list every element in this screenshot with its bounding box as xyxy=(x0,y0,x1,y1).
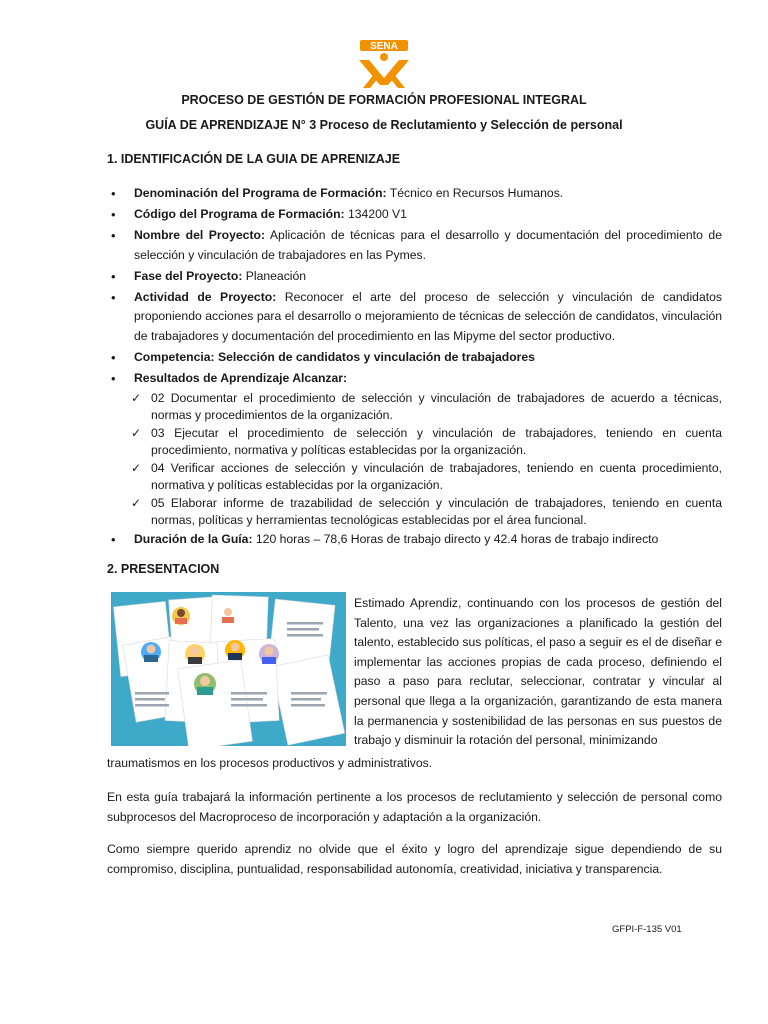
list-item: • Competencia: Selección de candidatos y vinculación de trabajadores xyxy=(107,348,722,368)
list-item: • Nombre del Proyecto: Aplicación de técnicas para el desarrollo y documentación del procedimiento de selección y vinculación de trabajadores en las Pymes. xyxy=(107,226,722,265)
section2-heading: 2. PRESENTACION xyxy=(107,562,220,576)
document-subtitle: GUÍA DE APRENDIZAJE N° 3 Proceso de Reclutamiento y Selección de personal xyxy=(145,118,623,132)
result-item: ✓ 05 Elaborar informe de trazabilidad de selección y vinculación de trabajadores, teniendo en cuenta normas, políticas y herramientas tecnológicas establecidas por el área funcional. xyxy=(125,495,722,529)
list-item: • Denominación del Programa de Formación: Técnico en Recursos Humanos. xyxy=(107,184,722,204)
presentation-intro: Estimado Aprendiz, continuando con los procesos de gestión del Talento, una vez las organizaciones a planificado la gestión del talento, establecido sus políticas, el paso a seguir es el de diseñar e implementar las acciones propias de cada proceso, definiendo el paso a paso para reclutar, seleccionar, contratar y vincular al personal que llega a la organización, garantizando de esta manera la permanencia y sostenibilidad de las personas en sus puestos de trabajo y disminuir la rotación del personal, minimizando xyxy=(354,596,722,748)
result-item: ✓ 03 Ejecutar el procedimiento de selección y vinculación de trabajadores, teniendo en cuenta procedimiento, normativa y políticas establecidas por la organización. xyxy=(125,425,722,459)
presentation-paragraph-3: Como siempre querido aprendiz no olvide que el éxito y logro del aprendizaje sigue dependiendo de su compromiso, disciplina, puntualidad, responsabilidad autonomía, creatividad, iniciativa y transparencia. xyxy=(107,842,722,876)
document-code: GFPI-F-135 V01 xyxy=(612,924,682,935)
list-item: • Resultados de Aprendizaje Alcanzar: xyxy=(107,369,722,389)
list-item: • Duración de la Guía: 120 horas – 78,6 Horas de trabajo directo y 42.4 horas de trabajo indirecto xyxy=(107,530,722,550)
logo-text: SENA xyxy=(370,41,398,52)
document-title: PROCESO DE GESTIÓN DE FORMACIÓN PROFESIONAL INTEGRAL xyxy=(181,93,587,107)
list-item: • Código del Programa de Formación: 134200 V1 xyxy=(107,205,722,225)
result-item: ✓ 02 Documentar el procedimiento de selección y vinculación de trabajadores de acuerdo a técnicas, normas y procedimientos de la organización. xyxy=(125,390,722,424)
result-item: ✓ 04 Verificar acciones de selección y vinculación de trabajadores, teniendo en cuenta procedimiento, normativa y políticas establecidas por la organización. xyxy=(125,460,722,494)
presentation-intro-end: traumatismos en los procesos productivos y administrativos. xyxy=(107,756,433,770)
list-item: • Fase del Proyecto: Planeación xyxy=(107,267,722,287)
results-list xyxy=(125,390,722,529)
section1-heading: 1. IDENTIFICACIÓN DE LA GUIA DE APRENIZAJE xyxy=(107,152,401,166)
sena-logo xyxy=(355,38,413,92)
presentation-paragraph-2: En esta guía trabajará la información pertinente a los procesos de reclutamiento y selección de personal como subprocesos del Macroproceso de incorporación y adaptación a la organización. xyxy=(107,790,722,824)
resumes-illustration xyxy=(111,592,346,746)
list-item: • Actividad de Proyecto: Reconocer el arte del proceso de selección y vinculación de candidatos proponiendo acciones para el desarrollo o mejoramiento de técnicas de selección de candidatos, vinculación de trabajadores y documentación del procedimiento en las Mipyme del sector productivo. xyxy=(107,288,722,347)
identification-list xyxy=(107,184,722,551)
